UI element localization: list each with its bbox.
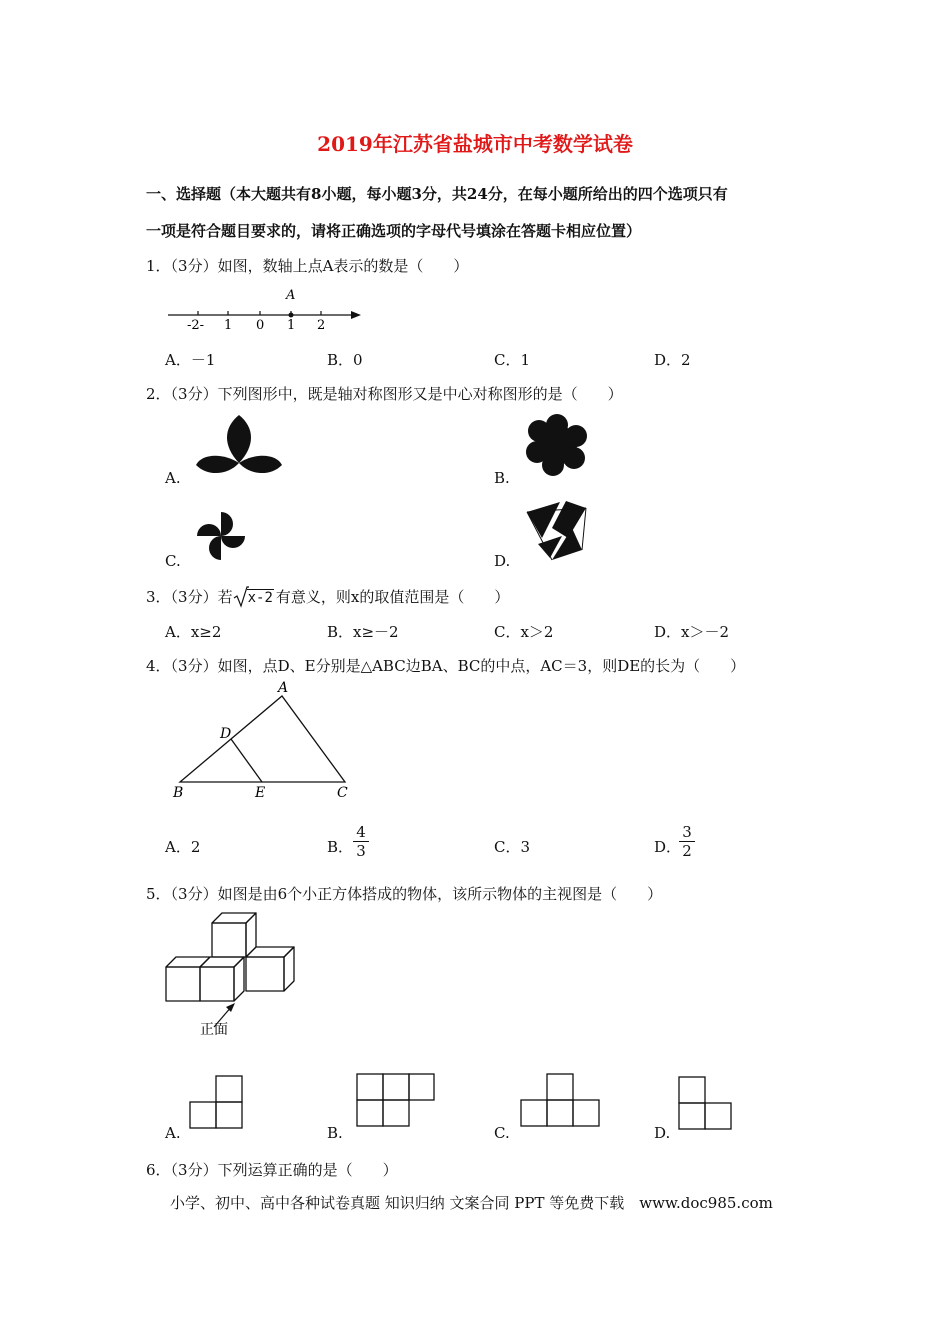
section-heading-line2: 一项是符合题目要求的，请将正确选项的字母代号填涂在答题卡相应位置）	[146, 222, 642, 240]
q2-option-b: B.	[494, 469, 510, 487]
q4-option-d-fraction	[679, 824, 695, 859]
q4-option-d-denominator: 2	[682, 842, 692, 860]
q3-option-c: C．x＞2	[494, 623, 554, 641]
q1-option-c: C．1	[494, 351, 531, 369]
q1-option-b: B．0	[327, 351, 363, 369]
q4-label-e: E	[255, 785, 266, 801]
q5-option-c-view	[520, 1073, 602, 1129]
q1-stem: 1．（3分）如图，数轴上点A表示的数是（ ）	[146, 257, 469, 275]
q2-figure-b-flower	[525, 414, 589, 476]
q5-option-b-view	[356, 1073, 436, 1129]
q4-option-b-denominator: 3	[356, 842, 366, 860]
q3-radical	[233, 588, 274, 606]
q5-option-d: D.	[654, 1124, 671, 1142]
q1-number-line	[165, 285, 365, 335]
q5-option-b: B.	[327, 1124, 343, 1142]
q4-option-b-fraction	[353, 824, 369, 859]
q2-stem: 2．（3分）下列图形中，既是轴对称图形又是中心对称图形的是（ ）	[146, 385, 623, 403]
q5-option-c: C.	[494, 1124, 510, 1142]
q4-label-b: B	[173, 785, 184, 801]
q5-stem: 5．（3分）如图是由6个小正方体搭成的物体，该所示物体的主视图是（ ）	[146, 885, 663, 903]
page-title: 2019年江苏省盐城市中考数学试卷	[317, 132, 633, 156]
q4-option-d-label: D．	[654, 838, 682, 856]
q3-option-a: A．x≥2	[165, 623, 222, 641]
section-heading-line1: 一、选择题（本大题共有8小题，每小题3分，共24分，在每小题所给出的四个选项只有	[146, 185, 728, 203]
q2-option-d: D.	[494, 552, 511, 570]
q3-stem-prefix: 3．（3分）若	[146, 588, 233, 606]
q1-tick-label: 1	[224, 318, 233, 333]
q2-figure-c-pinwheel	[193, 508, 249, 564]
q4-label-d: D	[220, 726, 232, 742]
q2-figure-d-tangram	[524, 498, 590, 564]
q4-label-c: C	[337, 785, 348, 801]
q4-option-a: A．2	[165, 838, 201, 856]
page-footer: 小学、初中、高中各种试卷真题 知识归纳 文案合同 PPT 等免费下载 www.doc985.com	[170, 1194, 773, 1212]
q2-figure-a-three-leaf	[192, 415, 287, 480]
q4-stem: 4．（3分）如图，点D、E分别是△ABC边BA、BC的中点，AC＝3，则DE的长为（ ）	[146, 657, 746, 675]
q4-option-d-numerator: 3	[682, 823, 692, 841]
q3-option-b: B．x≥－2	[327, 623, 399, 641]
q1-tick-label: -2-	[187, 318, 205, 333]
q4-triangle-figure	[170, 680, 360, 805]
q6-stem: 6．（3分）下列运算正确的是（ ）	[146, 1161, 398, 1179]
q1-option-d: D．2	[654, 351, 691, 369]
q2-option-c: C.	[165, 552, 181, 570]
q4-option-b-numerator: 4	[356, 823, 366, 841]
q4-option-c: C．3	[494, 838, 531, 856]
q3-stem	[146, 586, 509, 607]
q2-option-a: A.	[165, 469, 181, 487]
q1-point-a	[289, 313, 294, 318]
q1-tick-label: 2	[317, 318, 326, 333]
q3-stem-suffix: 有意义，则x的取值范围是（ ）	[275, 588, 510, 606]
q5-option-a-view	[190, 1075, 246, 1131]
q5-option-a: A.	[165, 1124, 181, 1142]
q4-option-b-label: B．	[327, 838, 354, 856]
q1-point-label: A	[286, 288, 296, 303]
q3-radicand: x-2	[247, 590, 273, 606]
q3-option-d: D．x＞－2	[654, 623, 730, 641]
q4-label-a: A	[278, 680, 289, 696]
q5-cube-figure	[160, 905, 310, 1040]
q1-tick-label: 1	[287, 318, 296, 333]
q5-option-d-view	[678, 1076, 734, 1132]
q1-option-a: A．－1	[165, 351, 216, 369]
q1-tick-label: 0	[256, 318, 265, 333]
q5-front-label: 正面	[200, 1022, 228, 1038]
